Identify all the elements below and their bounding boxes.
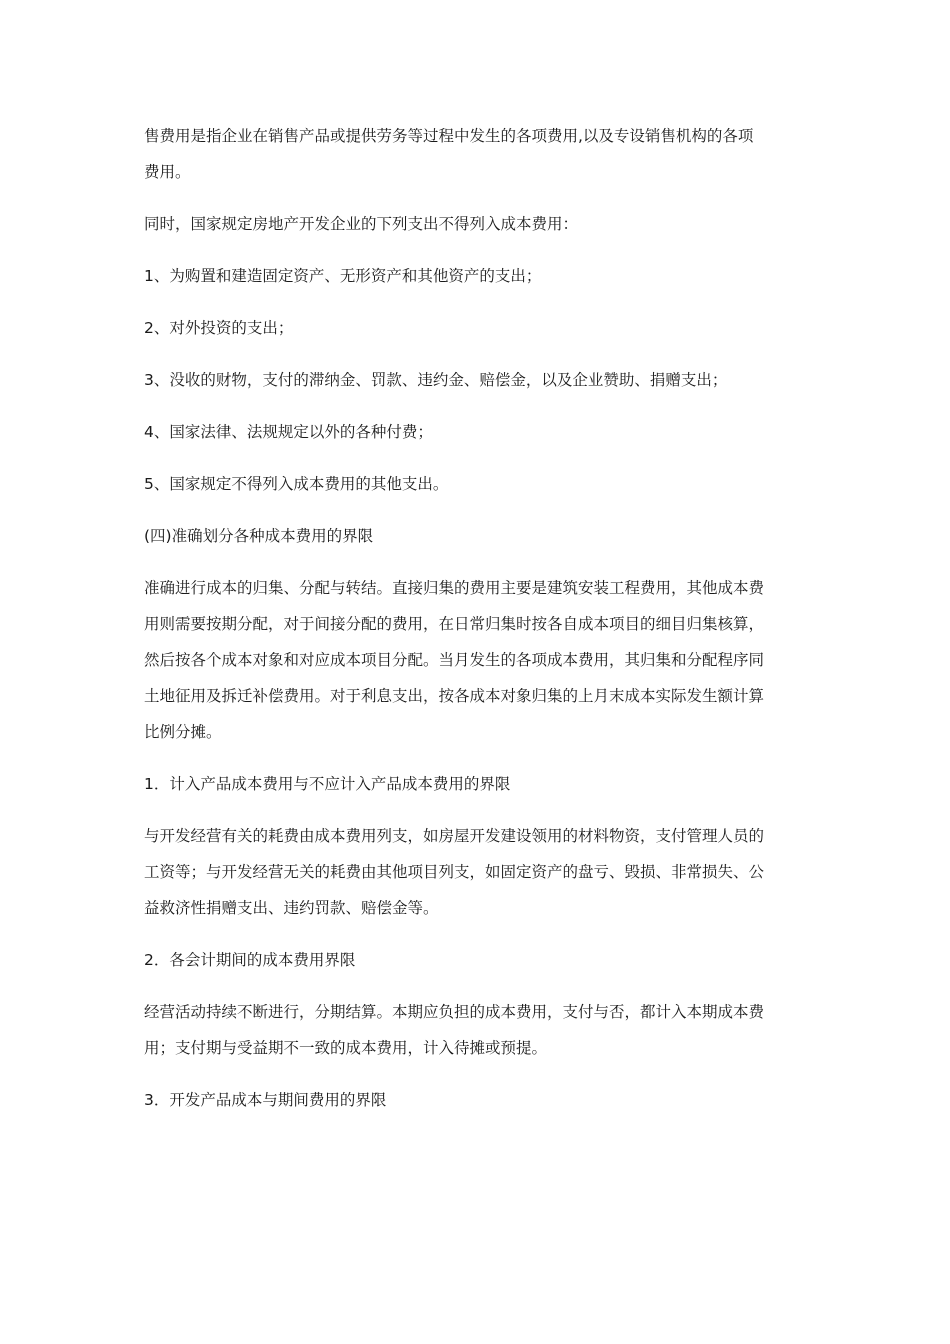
list-item-2: [144, 310, 810, 346]
list-item-1: [144, 258, 810, 294]
text-line: 工资等；与开发经营无关的耗费由其他项目列支，如固定资产的盘亏、毁损、非常损失、公: [144, 863, 765, 881]
text-line: 然后按各个成本对象和对应成本项目分配。当月发生的各项成本费用，其归集和分配程序同: [144, 651, 765, 669]
text-line: 3、没收的财物，支付的滞纳金、罚款、违约金、赔偿金，以及企业赞助、捐赠支出；: [144, 371, 728, 389]
text-line: 与开发经营有关的耗费由成本费用列支，如房屋开发建设领用的材料物资，支付管理人员的: [144, 827, 765, 845]
text-line: 用；支付期与受益期不一致的成本费用，计入待摊或预提。: [144, 1039, 548, 1057]
text-line: 2．各会计期间的成本费用界限: [144, 951, 356, 969]
text-line: 4、国家法律、法规规定以外的各种付费；: [144, 423, 433, 441]
text-line: 3．开发产品成本与期间费用的界限: [144, 1091, 387, 1109]
paragraph-cost-allocation: [144, 570, 810, 750]
list-item-4: [144, 414, 810, 450]
text-line: 土地征用及拆迁补偿费用。对于利息支出，按各成本对象归集的上月末成本实际发生额计算: [144, 687, 765, 705]
paragraph-period-costs: [144, 994, 810, 1066]
document-body: [144, 118, 810, 1134]
paragraph-selling-expense: [144, 118, 810, 190]
text-line: 用则需要按期分配，对于间接分配的费用，在日常归集时按各自成本项目的细目归集核算，: [144, 615, 765, 633]
text-line: 经营活动持续不断进行，分期结算。本期应负担的成本费用，支付与否，都计入本期成本费: [144, 1003, 765, 1021]
text-line: 售费用是指企业在销售产品或提供劳务等过程中发生的各项费用,以及专设销售机构的各项: [144, 127, 754, 145]
text-line: 比例分摊。: [144, 723, 222, 741]
text-line: 准确进行成本的归集、分配与转结。直接归集的费用主要是建筑安装工程费用，其他成本费: [144, 579, 765, 597]
text-line: 1、为购置和建造固定资产、无形资产和其他资产的支出；: [144, 267, 542, 285]
paragraph-operating-costs: [144, 818, 810, 926]
text-line: 费用。: [144, 163, 191, 181]
list-item-5: [144, 466, 810, 502]
subheading-3: [144, 1082, 810, 1118]
text-line: (四)准确划分各种成本费用的界限: [144, 527, 374, 545]
text-line: 2、对外投资的支出；: [144, 319, 294, 337]
text-line: 同时，国家规定房地产开发企业的下列支出不得列入成本费用：: [144, 215, 579, 233]
text-line: 5、国家规定不得列入成本费用的其他支出。: [144, 475, 449, 493]
text-line: 1．计入产品成本费用与不应计入产品成本费用的界限: [144, 775, 511, 793]
text-line: 益救济性捐赠支出、违约罚款、赔偿金等。: [144, 899, 439, 917]
paragraph-excluded-intro: [144, 206, 810, 242]
section-heading-4: [144, 518, 810, 554]
subheading-1: [144, 766, 810, 802]
subheading-2: [144, 942, 810, 978]
list-item-3: [144, 362, 810, 398]
